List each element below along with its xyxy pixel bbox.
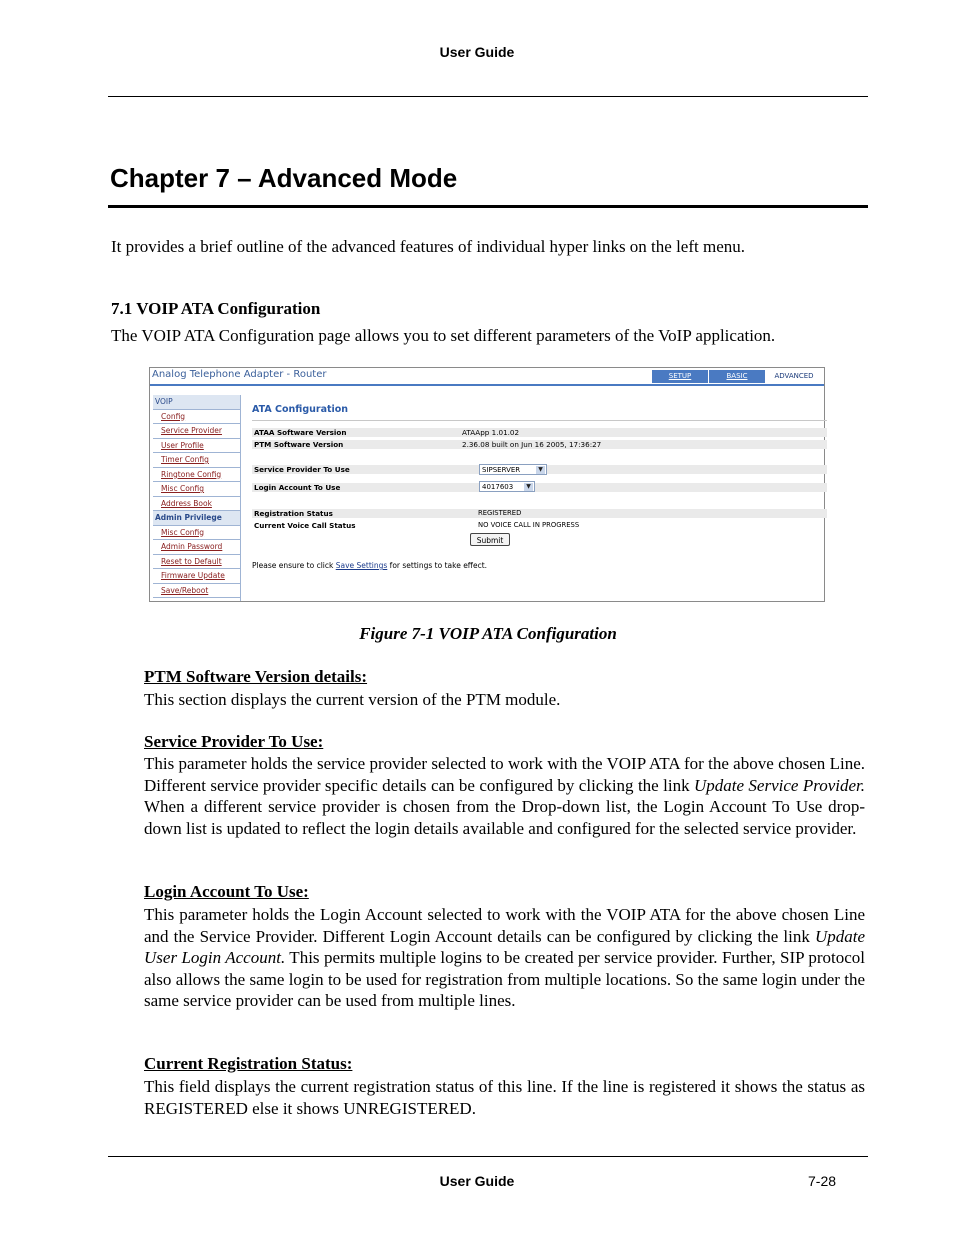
ptm-sw-value: 2.36.08 built on Jun 16 2005, 17:36:27 bbox=[462, 440, 602, 449]
ptm-heading: PTM Software Version details: bbox=[144, 667, 368, 686]
header-rule bbox=[108, 96, 868, 97]
call-status-row bbox=[252, 521, 827, 530]
ptm-sw-row bbox=[252, 440, 827, 449]
registration-row bbox=[252, 509, 827, 518]
sidebar-item-misc-config[interactable]: Misc Config bbox=[153, 482, 240, 497]
login-account-heading: Login Account To Use: bbox=[144, 882, 309, 901]
sidebar-item-address-book[interactable]: Address Book bbox=[153, 497, 240, 512]
tab-bar bbox=[652, 370, 823, 383]
sidebar-item-timer-config[interactable]: Timer Config bbox=[153, 453, 240, 468]
call-status-label: Current Voice Call Status bbox=[254, 521, 356, 530]
title-divider bbox=[150, 384, 824, 386]
save-note-prefix: Please ensure to click bbox=[252, 561, 336, 570]
ataa-sw-value: ATAApp 1.01.02 bbox=[462, 428, 520, 437]
page-header-title: User Guide bbox=[439, 44, 515, 60]
page-number: 7-28 bbox=[808, 1173, 837, 1189]
sidebar-item-service-provider[interactable]: Service Provider bbox=[153, 424, 240, 439]
update-service-provider-link: Update Service Provider. bbox=[693, 775, 865, 795]
tab-basic[interactable]: BASIC bbox=[709, 370, 765, 383]
ataa-sw-row bbox=[252, 428, 827, 437]
login-account-text-a: This parameter holds the Login Account selected to work with the VOIP ATA for the above chosen Line and the Service Provider. Different Login Account details can be configured by clicking the link bbox=[144, 905, 865, 946]
tab-setup[interactable]: SETUP bbox=[652, 370, 708, 383]
registration-heading: Current Registration Status: bbox=[144, 1054, 353, 1073]
save-note bbox=[252, 561, 487, 570]
footer-title: User Guide bbox=[439, 1173, 515, 1189]
service-provider-text-a: This parameter holds the service provider selected to work with the VOIP ATA for the above chosen Line. Different service provider specific details can be configured by clicking the link bbox=[144, 754, 865, 795]
service-provider-select-value: SIPSERVER bbox=[482, 466, 521, 474]
chevron-down-icon: ▼ bbox=[536, 466, 545, 474]
registration-label: Registration Status bbox=[254, 509, 333, 518]
section-title: 7.1 VOIP ATA Configuration bbox=[111, 299, 321, 318]
registration-value: REGISTERED bbox=[478, 509, 522, 517]
login-account-text-b: This permits multiple logins to be created per service provider. Further, SIP protocol also allows the same login to be used for registration from multiple locations. So the same login under the same service provider can be used from multiple lines. bbox=[144, 948, 865, 1010]
sidebar-item-admin-misc-config[interactable]: Misc Config bbox=[153, 526, 240, 541]
sidebar-item-config[interactable]: Config bbox=[153, 410, 240, 425]
save-settings-link[interactable]: Save Settings bbox=[335, 561, 388, 570]
tab-advanced[interactable]: ADVANCED bbox=[766, 370, 822, 383]
sidebar-menu bbox=[153, 395, 240, 598]
login-account-text bbox=[144, 904, 865, 1012]
ptm-sw-label: PTM Software Version bbox=[254, 440, 344, 449]
login-account-select[interactable] bbox=[479, 481, 535, 492]
sidebar-item-reset-to-default[interactable]: Reset to Default bbox=[153, 555, 240, 570]
footer-rule bbox=[108, 1156, 868, 1157]
service-provider-label: Service Provider To Use bbox=[254, 465, 350, 474]
config-title: ATA Configuration bbox=[252, 404, 349, 415]
sidebar-group-admin-privilege: Admin Privilege bbox=[153, 511, 240, 526]
sidebar-group-voip: VOIP bbox=[153, 395, 240, 410]
service-provider-select[interactable] bbox=[479, 464, 547, 475]
service-provider-text bbox=[144, 753, 865, 839]
figure-caption: Figure 7-1 VOIP ATA Configuration bbox=[359, 624, 617, 643]
chapter-rule bbox=[108, 205, 868, 208]
service-provider-heading: Service Provider To Use: bbox=[144, 732, 324, 751]
call-status-value: NO VOICE CALL IN PROGRESS bbox=[478, 521, 580, 529]
intro-paragraph: It provides a brief outline of the advanced features of individual hyper links on the left menu. bbox=[111, 237, 745, 256]
sidebar-item-ringtone-config[interactable]: Ringtone Config bbox=[153, 468, 240, 483]
sidebar-item-firmware-update[interactable]: Firmware Update bbox=[153, 569, 240, 584]
save-note-suffix: for settings to take effect. bbox=[387, 561, 488, 570]
sidebar-divider bbox=[240, 395, 241, 601]
submit-button[interactable]: Submit bbox=[470, 533, 510, 546]
ataa-sw-label: ATAA Software Version bbox=[254, 428, 347, 437]
login-account-select-value: 4017603 bbox=[482, 483, 514, 491]
sidebar-item-admin-password[interactable]: Admin Password bbox=[153, 540, 240, 555]
login-account-label: Login Account To Use bbox=[254, 483, 341, 492]
login-account-row bbox=[252, 483, 827, 492]
update-user-login-link: Update User Login Account. bbox=[144, 926, 865, 967]
section-intro: The VOIP ATA Configuration page allows you to set different parameters of the VoIP application. bbox=[111, 326, 776, 345]
chapter-title: Chapter 7 – Advanced Mode bbox=[110, 163, 458, 193]
registration-text: This field displays the current registration status of this line. If the line is registered it shows the status as REGISTERED else it shows UNREGISTERED. bbox=[144, 1077, 865, 1118]
config-title-rule bbox=[252, 420, 827, 421]
ptm-text: This section displays the current version of the PTM module. bbox=[144, 690, 561, 709]
sidebar-item-save-reboot[interactable]: Save/Reboot bbox=[153, 584, 240, 599]
ata-config-screenshot bbox=[149, 367, 825, 602]
sidebar-item-user-profile[interactable]: User Profile bbox=[153, 439, 240, 454]
service-provider-text-b: When a different service provider is chosen from the Drop-down list, the Login Account To Use drop-down list is updated to reflect the login details available and configured for the selected service provider. bbox=[144, 797, 865, 838]
app-title: Analog Telephone Adapter - Router bbox=[152, 369, 327, 380]
chevron-down-icon: ▼ bbox=[524, 483, 533, 491]
